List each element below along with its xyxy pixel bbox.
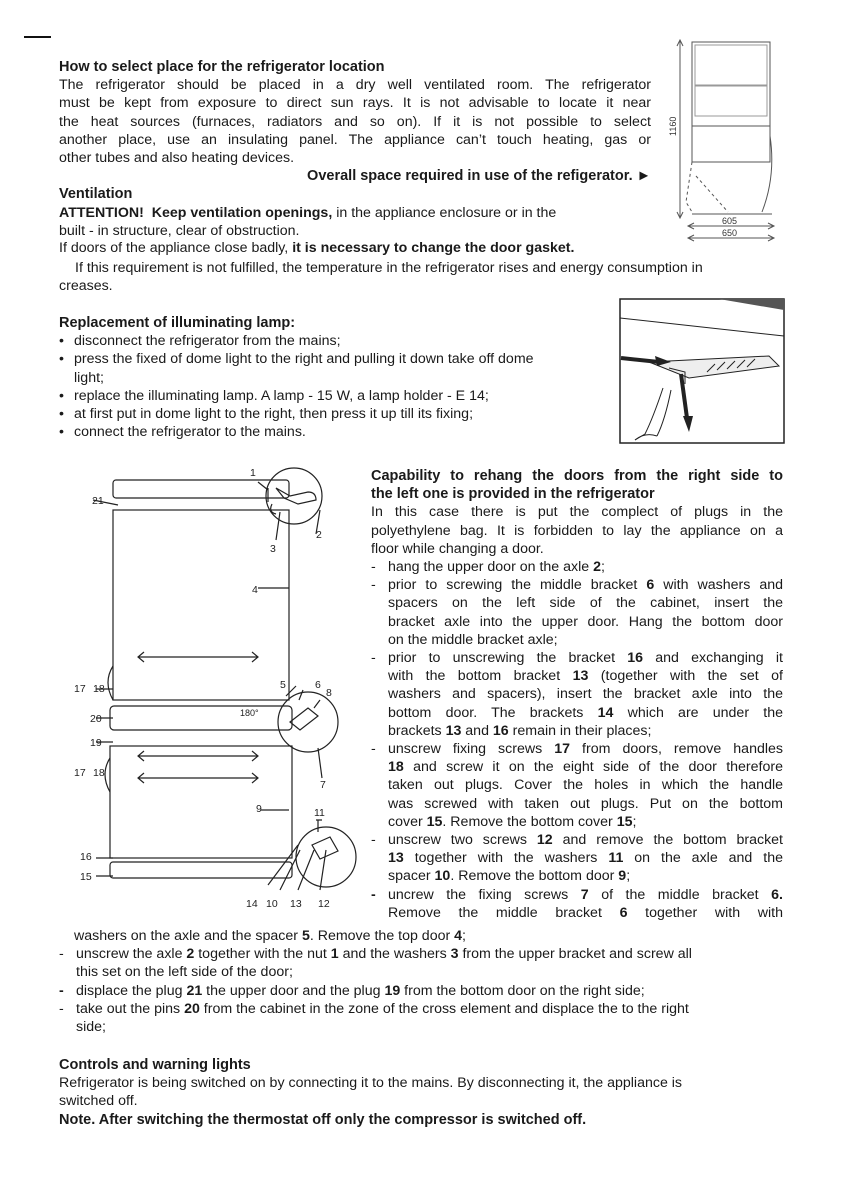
doors-intro: In this case there is put the complect of plugs in the bbox=[371, 504, 783, 521]
label-17b: 17 bbox=[74, 767, 86, 779]
label-17a: 17 bbox=[74, 683, 86, 695]
controls-note: Note. After switching the thermostat off only the compressor is switched off. bbox=[59, 1111, 587, 1128]
label-20: 20 bbox=[90, 713, 102, 725]
label-14: 14 bbox=[246, 898, 258, 910]
location-line: The refrigerator should be placed in a dry well ventilated room. The refrigerator bbox=[59, 77, 651, 94]
requirement-line: If this requirement is not fulfilled, the temperature in the refrigerator rises and energy consumption in creases. bbox=[59, 260, 703, 295]
lamp-step: • at first put in dome light to the right, then press it up till its fixing; bbox=[59, 405, 619, 423]
space-note: Overall space required in use of the refigerator. ► bbox=[307, 168, 651, 185]
controls-line: switched off. bbox=[59, 1093, 138, 1110]
location-line: another place, use an insulating panel. The appliance can’t touch heating, gas or bbox=[59, 131, 651, 148]
doors-section bbox=[371, 467, 783, 922]
label-18b: 18 bbox=[93, 767, 105, 779]
controls-section bbox=[59, 1056, 785, 1129]
label-12: 12 bbox=[318, 898, 330, 910]
door-rehang-diagram bbox=[58, 460, 358, 910]
lamp-step: • connect the refrigerator to the mains. bbox=[59, 423, 619, 441]
controls-line: Refrigerator is being switched on by connecting it to the mains. By disconnecting it, the appliance is bbox=[59, 1075, 683, 1092]
label-5: 5 bbox=[280, 679, 286, 691]
ventilation-line: ATTENTION! Keep ventilation openings, in the appliance enclosure or in the bbox=[59, 204, 557, 221]
label-9: 9 bbox=[256, 803, 262, 815]
location-line: other tubes and also heating devices. bbox=[59, 150, 295, 167]
location-heading: How to select place for the refrigerator location bbox=[59, 59, 385, 75]
fridge-dimension-figure bbox=[668, 36, 783, 246]
doors-intro: polyethylene bag. It is forbidden to lay the appliance on a bbox=[371, 522, 783, 539]
location-line: must be kept from exposure to direct sun rays. It is not advisable to locate it near bbox=[59, 95, 651, 112]
lamp-step: • disconnect the refrigerator from the mains; bbox=[59, 332, 619, 350]
lamp-step: • press the fixed of dome light to the right and pulling it down take off dome light; bbox=[59, 350, 619, 386]
ventilation-line: built - in structure, clear of obstruction. bbox=[59, 222, 300, 239]
label-18a: 18 bbox=[93, 683, 105, 695]
location-line: the heat sources (furnaces, radiators and so on). If it is not possible to select bbox=[59, 113, 651, 130]
door-step: - prior to unscrewing the bracket 16 and exchanging it with the bottom bracket 13 (together with the set of washers and spacers), insert the bracket axle into the bottom door. The brackets 14 which are under the brackets 13 and 16 remain in their places; bbox=[371, 650, 784, 739]
doors-heading: Capability to rehang the doors from the right side to bbox=[371, 468, 783, 484]
dim-height: 1160 bbox=[668, 116, 678, 136]
label-1: 1 bbox=[250, 467, 256, 479]
door-step: - take out the pins 20 from the cabinet in the zone of the cross element and displace the to the right side; bbox=[59, 1000, 689, 1036]
doors-continuation bbox=[59, 927, 785, 1036]
door-step: - displace the plug 21 the upper door and the plug 19 from the bottom door on the right side; bbox=[59, 982, 645, 999]
ventilation-heading: Ventilation bbox=[59, 186, 133, 203]
door-step: - hang the upper door on the axle 2; bbox=[371, 559, 605, 576]
label-2: 2 bbox=[316, 529, 322, 541]
dim-depth: 650 bbox=[722, 228, 738, 238]
doors-intro: floor while changing a door. bbox=[371, 540, 544, 557]
label-11: 11 bbox=[314, 807, 325, 819]
label-4: 4 bbox=[252, 584, 258, 596]
door-step: - unscrew the axle 2 together with the nut 1 and the washers 3 from the upper bracket and screw all this set on the left side of the door; bbox=[59, 946, 692, 981]
dim-width: 605 bbox=[722, 216, 738, 226]
location-section bbox=[59, 58, 651, 240]
label-16: 16 bbox=[80, 851, 92, 863]
door-step: - unscrew fixing screws 17 from doors, remove handles 18 and screw it on the eight side of the door therefore taken out plugs. Cover the holes in which the handle was screwed with taken out plugs. Put on the bottom cover 15. Remove the bottom cover 15; bbox=[371, 741, 783, 830]
label-19: 19 bbox=[90, 737, 102, 749]
label-6: 6 bbox=[315, 679, 321, 691]
label-15: 15 bbox=[80, 871, 92, 883]
door-step: - uncrew the fixing screws 7 of the middle bracket 6. Remove the middle bracket 6 together with with bbox=[371, 886, 783, 921]
label-7: 7 bbox=[320, 779, 326, 791]
arrow-right-icon: ► bbox=[636, 168, 651, 185]
lamp-section bbox=[59, 314, 619, 441]
lamp-replacement-figure bbox=[619, 298, 785, 444]
label-3: 3 bbox=[270, 543, 276, 555]
gasket-line: If doors of the appliance close badly, it is necessary to change the door gasket. bbox=[59, 240, 575, 256]
door-step: - unscrew two screws 12 and remove the bottom bracket 13 together with the washers 11 on the axle and the spacer 10. Remove the bottom door 9; bbox=[371, 832, 783, 885]
label-angle: 180° bbox=[240, 708, 259, 718]
lamp-heading: Replacement of illuminating lamp: bbox=[59, 315, 296, 331]
label-10: 10 bbox=[266, 898, 278, 910]
doors-heading: the left one is provided in the refrigerator bbox=[371, 486, 655, 503]
controls-heading: Controls and warning lights bbox=[59, 1057, 251, 1073]
label-21: 21 bbox=[92, 495, 104, 507]
lamp-step: • replace the illuminating lamp. A lamp - 15 W, a lamp holder - E 14; bbox=[59, 387, 619, 405]
door-step: - prior to screwing the middle bracket 6 with washers and spacers on the left side of the cabinet, insert the bracket axle into the upper door. Hang the bottom door on the middle bracket axle; bbox=[371, 577, 783, 648]
door-step-continuation: washers on the axle and the spacer 5. Remove the top door 4; bbox=[74, 928, 466, 944]
label-13: 13 bbox=[290, 898, 302, 910]
label-8: 8 bbox=[326, 687, 332, 699]
header-rule bbox=[24, 36, 51, 38]
